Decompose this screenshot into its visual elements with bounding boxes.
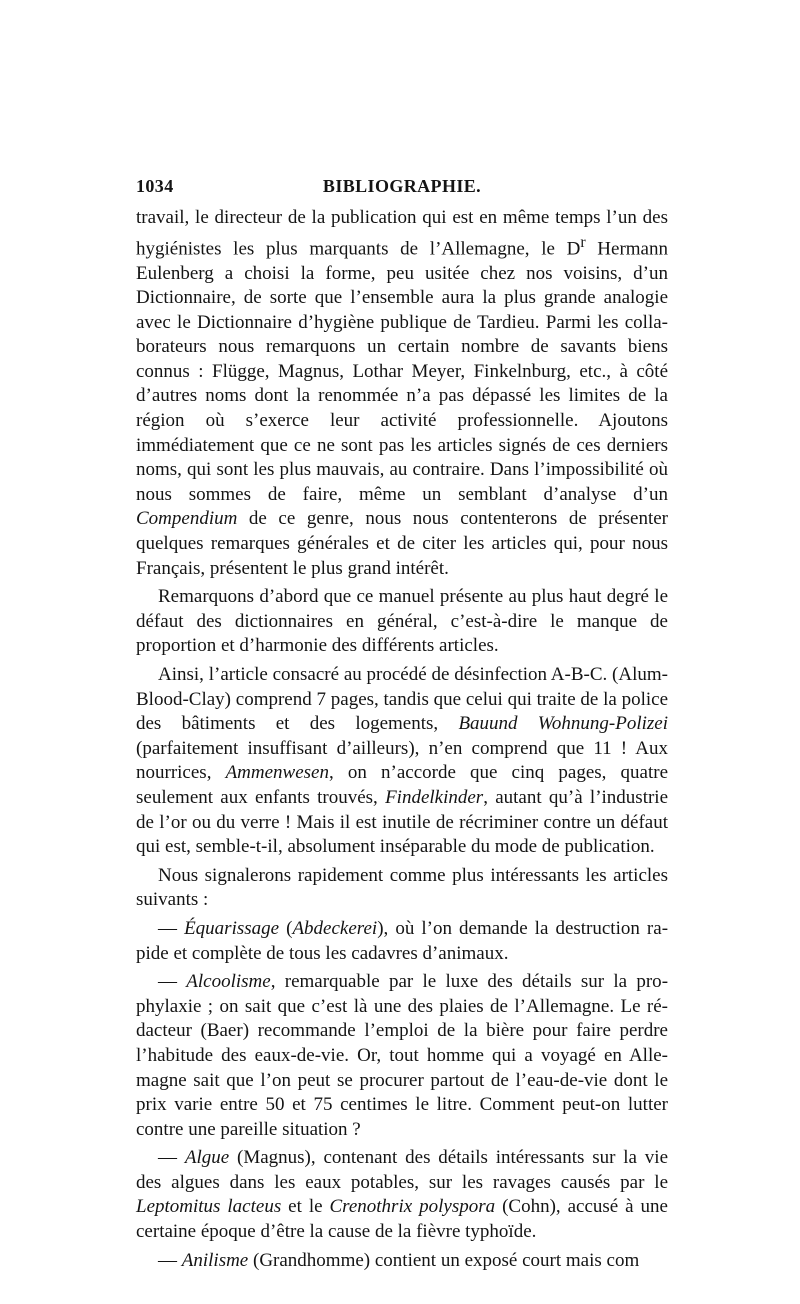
italic-text: Findelkinder xyxy=(385,786,484,808)
italic-text: Ammenwesen xyxy=(225,762,329,784)
paragraph xyxy=(136,206,668,581)
paragraph xyxy=(136,917,668,966)
paragraph-text: ), où l’on demande la destruction rapide et complète de tous les cadavres d’animaux. xyxy=(136,917,669,964)
paragraph-text: (parfaitement insuffisant d’ailleurs), n’en comprend que 11 ! Aux nourrices, xyxy=(136,737,668,784)
paragraph-text: Remarquons d’abord que ce manuel présente au plus haut degré le défaut des dictionnaires en général, c’est-à-dire le manque de proportion et d’harmonie des différents articles. xyxy=(136,586,668,657)
italic-text: Équarissage xyxy=(184,917,280,939)
paragraph-text: Nous signalerons rapidement comme plus intéressants les articles suivants : xyxy=(136,864,668,911)
paragraph xyxy=(136,1249,668,1274)
paragraph-text: ( xyxy=(279,917,293,939)
italic-text: Abdeckerei xyxy=(292,917,378,939)
paragraph-text: Ainsi, l’article consacré au procédé de désinfection A-B-C. (Alum-Blood-Clay) comprend 7 pages, tandis que celui qui traite de la police des bâtiments et des logements, xyxy=(136,664,668,735)
italic-text: Alcoolisme xyxy=(186,971,271,993)
superscript-text: r xyxy=(580,233,586,251)
paragraph xyxy=(136,1146,668,1244)
paragraph-text: de ce genre, nous nous contenterons de présenter quelques remarques générales et de citer les articles qui, pour nous Français, présentent le plus grand intérêt. xyxy=(136,508,668,579)
paragraph-text: — xyxy=(158,917,185,939)
paragraph-text: , remarquable par le luxe des détails sur la prophylaxie ; on sait que c’est là une des plaies de l’Allemagne. Le rédacteur (Baer) recommande l’emploi de la bière pour faire perdre l’habitude des eaux-de-vie. Or, tout homme qui a voyagé en Allemagne sait que l’on peut se procurer partout de l’eau-de-vie dont le prix varie entre 50 et 75 centimes le litre. Comment peut-on lutter contre une pareille situation ? xyxy=(136,971,669,1140)
body-text xyxy=(136,206,668,1273)
paragraph-text: — xyxy=(158,1249,182,1271)
book-page xyxy=(136,176,668,1273)
paragraph xyxy=(136,970,668,1142)
paragraph-text: Hermann Eulenberg a choisi la forme, peu usitée chez nos voisins, d’un Dictionnaire, de sorte que l’ensemble aura la plus grande analogie avec le Dictionnaire d’hygiène publique de Tardieu. Parmi les collaborateurs nous remarquons un certain nombre de savants biens connus : Flügge, Magnus, Lothar Meyer, Finkelnburg, etc., à côté d’autres noms dont la renommée n’a pas dépassé les limites de la région où s’exerce leur activité professionnelle. Ajoutons immédiatement que ce ne sont pas les articles signés de ces derniers noms, qui sont les plus mauvais, au contraire. Dans l’impossibilité où nous sommes de faire, même un semblant d’analyse d’un xyxy=(136,237,668,505)
italic-text: Bauund Wohnung-Polizei xyxy=(458,713,668,735)
paragraph-text: et le xyxy=(281,1196,330,1218)
paragraph-text: (Magnus), contenant des détails intéressants sur la vie des algues dans les eaux potables, sur les ravages causés par le xyxy=(136,1147,669,1193)
paragraph xyxy=(136,585,668,659)
running-title: BIBLIOGRAPHIE. xyxy=(322,176,482,196)
paragraph-text: (Grandhomme) contient un exposé court mais com xyxy=(248,1249,640,1271)
page-header xyxy=(136,176,668,202)
paragraph-text: (Cohn), accusé à une certaine époque d’être la cause de la fièvre typhoïde. xyxy=(136,1196,668,1243)
paragraph-text: — xyxy=(158,971,187,993)
paragraph-text: travail, le directeur de la publication qui est en même temps l’un des hygiénistes les plus marquants de l’Allemagne, le D xyxy=(136,207,668,259)
italic-text: Crenothrix polyspora xyxy=(329,1196,496,1218)
paragraph-text: — xyxy=(158,1147,185,1169)
paragraph-text: , autant qu’à l’industrie de l’or ou du verre ! Mais il est inutile de récriminer contre un défaut qui est, semble-t-il, absolument inséparable du mode de publication. xyxy=(136,786,669,858)
paragraph xyxy=(136,663,668,860)
italic-text: Leptomitus lacteus xyxy=(136,1196,282,1218)
page-number: 1034 xyxy=(136,176,174,196)
italic-text: Compendium xyxy=(136,508,238,530)
paragraph-text: , on n’accorde que cinq pages, quatre seulement aux enfants trouvés, xyxy=(136,762,669,808)
italic-text: Anilisme xyxy=(181,1249,249,1271)
paragraph xyxy=(136,864,668,913)
italic-text: Algue xyxy=(184,1147,230,1169)
